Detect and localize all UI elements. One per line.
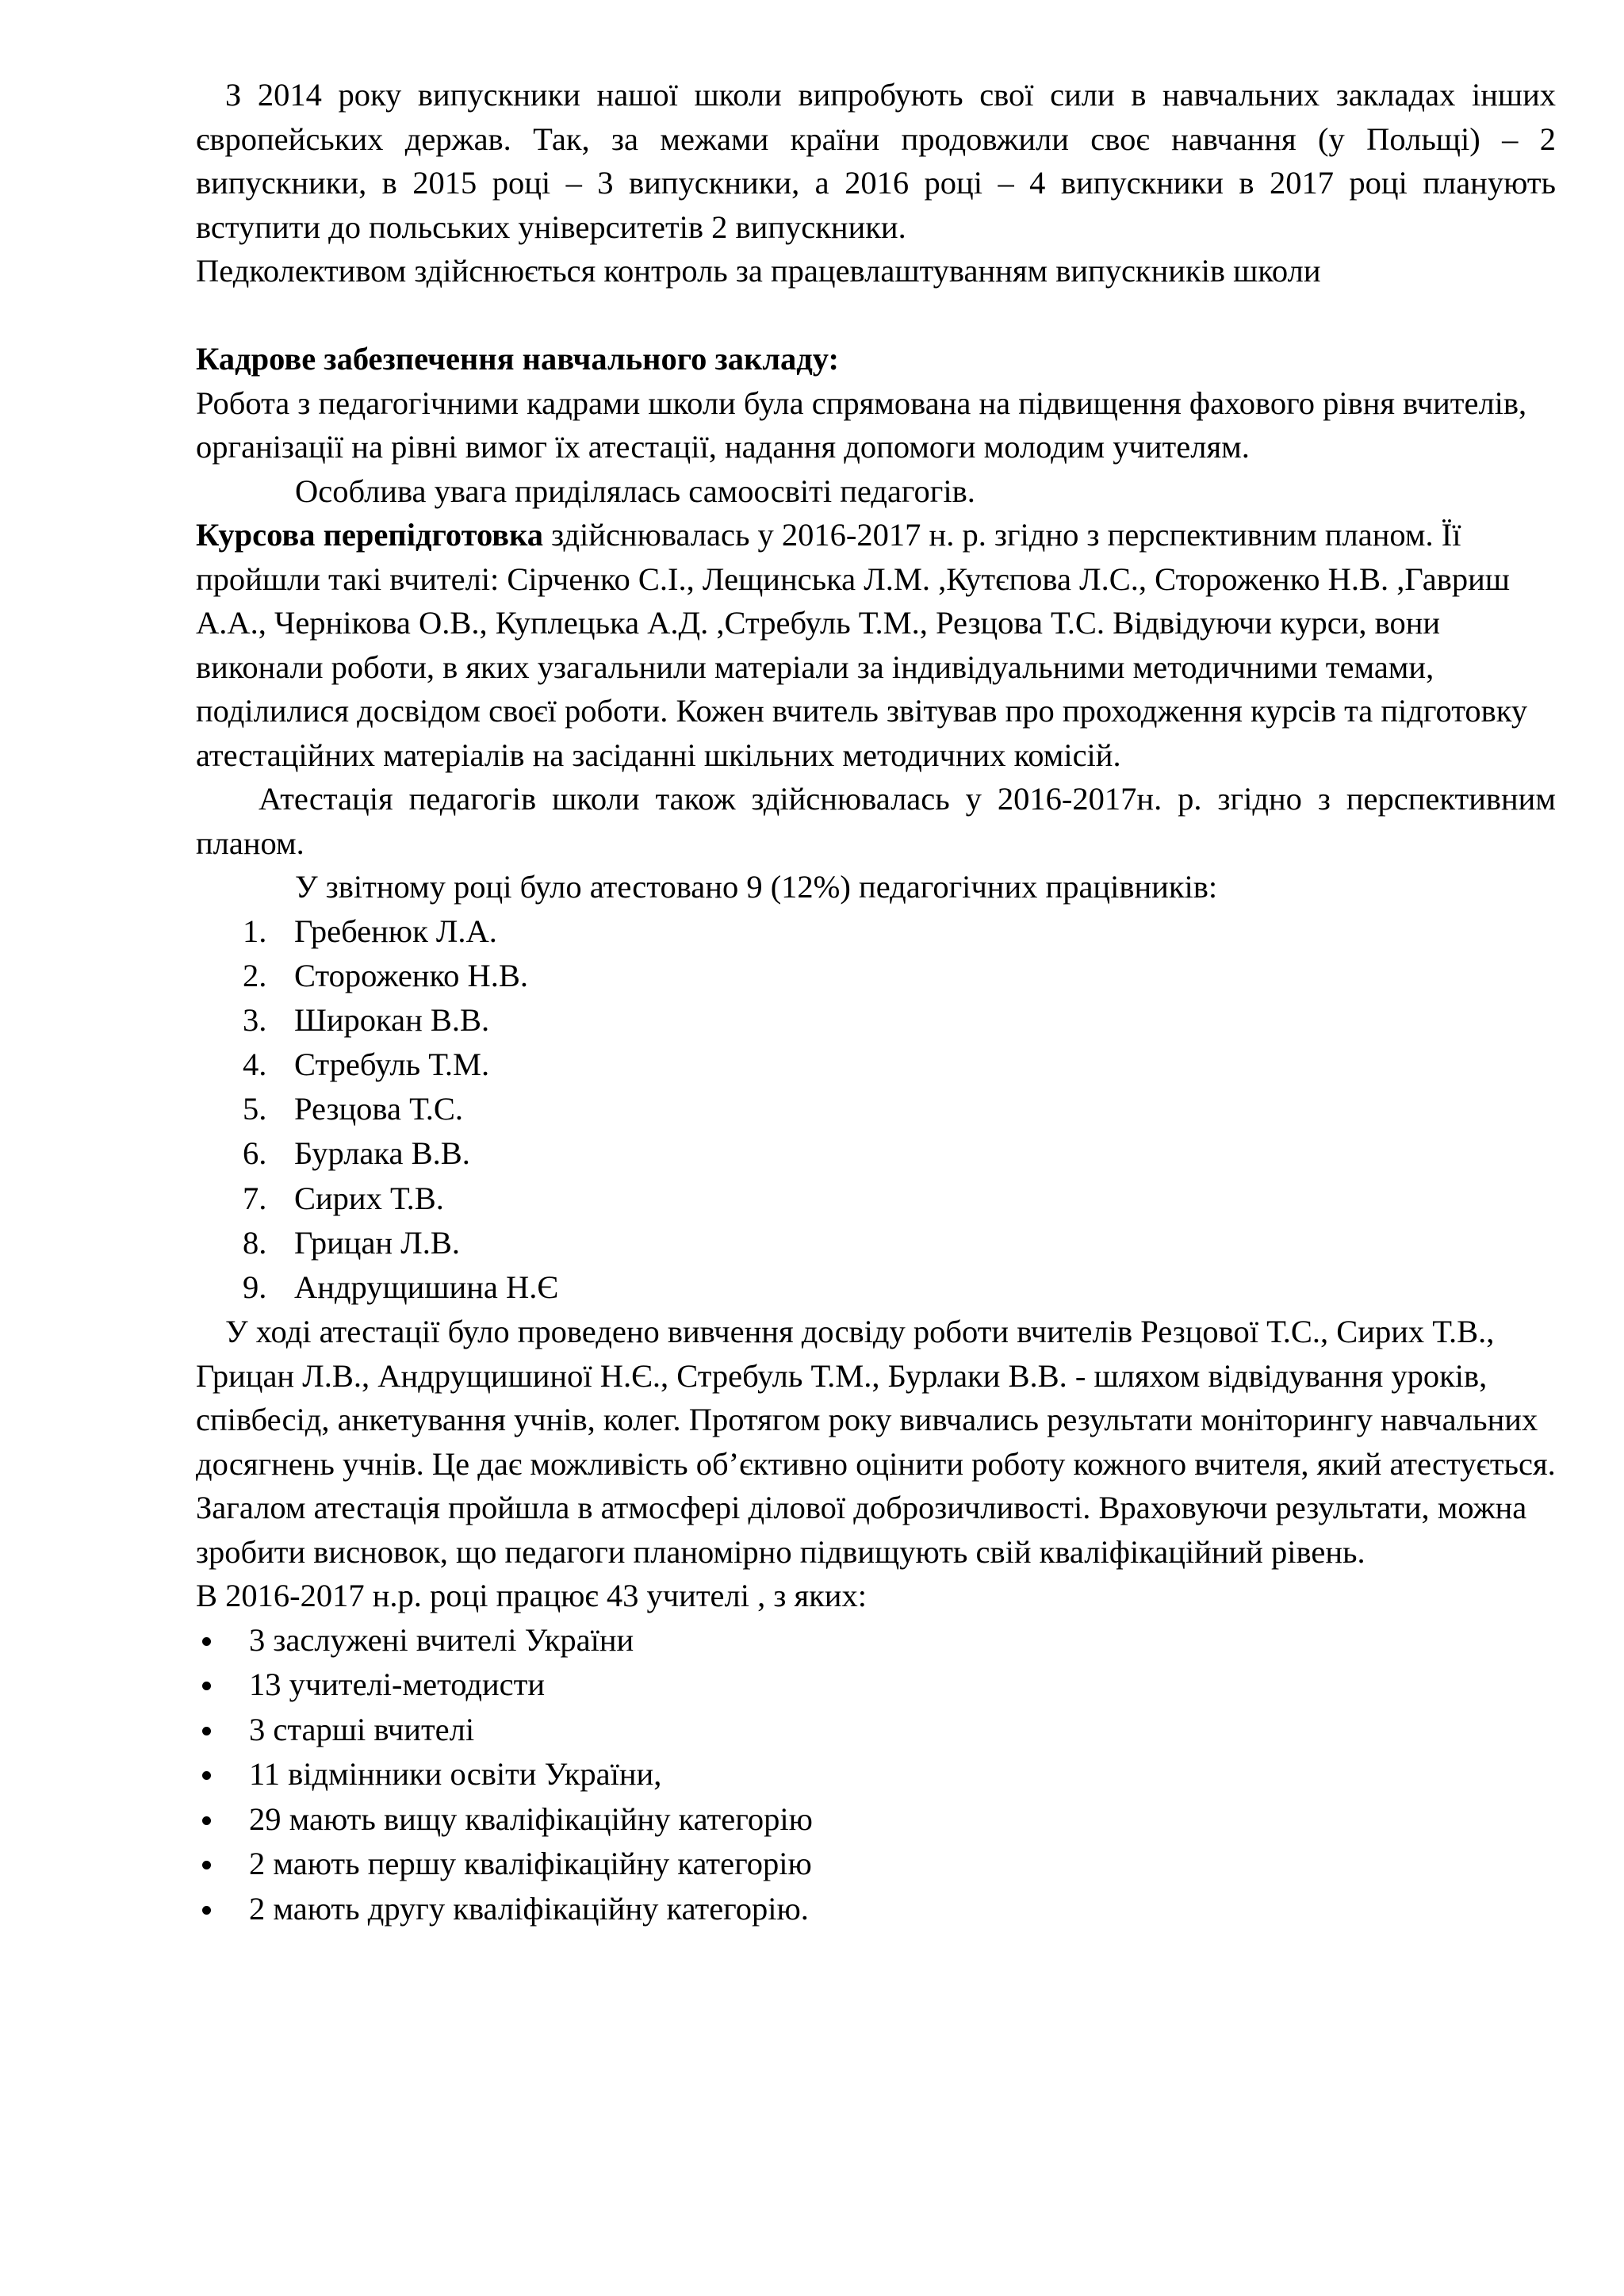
bullet-icon — [202, 1771, 211, 1780]
paragraph-employment-control: Педколективом здійснюється контроль за працевлаштуванням випускників школи — [196, 253, 1321, 289]
list-item — [196, 1221, 1556, 1265]
list-item-text: 3 старші вчителі — [249, 1711, 475, 1747]
list-number: 9. — [243, 1269, 267, 1305]
list-item-text: 3 заслужені вчителі України — [249, 1621, 634, 1658]
bullet-icon — [202, 1861, 211, 1869]
document-page — [196, 73, 1556, 1931]
paragraph-attestation-results: У ході атестації було проведено вивчення досвіду роботи вчителів Резцової Т.С., Сирих Т.В., Грицан Л.В., Андрущишиної Н.Є., Стребуль Т.М., Бурлаки В.В. - шляхом відвідування уроків, співбесід, анкетування учнів, колег. Протягом року вивчались результати моніторингу навчальних досягнень учнів. Це дає можливість об’єктивно оцінити роботу кожного вчителя, який атестується. Загалом атестація пройшла в атмосфері ділової доброзичливості. Враховуючи результати, можна зробити висновок, що педагоги планомірно підвищують свій кваліфікаційний рівень. — [196, 1314, 1556, 1570]
paragraph-courses — [196, 513, 1556, 777]
list-item — [196, 1887, 1556, 1932]
list-item — [196, 1131, 1556, 1176]
paragraph-staff-work: Робота з педагогічними кадрами школи була спрямована на підвищення фахового рівня вчителів, організації на рівні вимог їх атестації, надання допомоги молодим учителям. — [196, 385, 1527, 465]
list-number: 3. — [243, 1001, 267, 1038]
list-number: 7. — [243, 1180, 267, 1216]
list-item — [196, 954, 1556, 998]
list-number: 1. — [243, 913, 267, 949]
teacher-name: Бурлака В.В. — [294, 1135, 470, 1172]
bullet-icon — [202, 1727, 211, 1735]
bullet-icon — [202, 1637, 211, 1646]
courses-text: здійснювалась у 2016-2017 н. р. згідно з перспективним планом. Її пройшли такі вчителі: Сірченко С.І., Лещинська Л.М. ,Кутєпова Л.С., Стороженко Н.В. ,Гавриш А.А., Чернікова О.В., Куплецька А.Д. ,Стребуль Т.М., Резцова Т.С. Відвідуючи курси, вони виконали роботи, в яких узагальнили матеріали за індивідуальними методичними темами, поділилися досвідом своєї роботи. Кожен вчитель звітував про проходження курсів та підготовку атестаційних матеріалів на засіданні шкільних методичних комісій. — [196, 517, 1528, 773]
teacher-name: Стороженко Н.В. — [294, 957, 528, 993]
list-number: 5. — [243, 1091, 267, 1127]
paragraph-attested-count: У звітному році було атестовано 9 (12%) педагогічних працівників: — [295, 869, 1218, 905]
list-item — [196, 1797, 1556, 1843]
bullet-icon — [202, 1816, 211, 1825]
paragraph-graduates-abroad: З 2014 року випускники нашої школи випробують свої сили в навчальних закладах інших європейських держав. Так, за межами країни продовжили своє навчання (у Польщі) – 2 випускники, в 2015 році – 3 випускники, а 2016 році – 4 випускники в 2017 році планують вступити до польських університетів 2 випускники. — [196, 77, 1556, 245]
list-item — [196, 1087, 1556, 1131]
list-item — [196, 1043, 1556, 1087]
heading-staffing — [196, 337, 1556, 381]
list-item — [196, 998, 1556, 1043]
blank-line — [196, 293, 1556, 338]
list-item-text: 29 мають вищу кваліфікаційну категорію — [249, 1800, 813, 1837]
list-number: 6. — [243, 1135, 267, 1172]
courses-heading: Курсова перепідготовка — [196, 517, 544, 553]
teacher-name: Андрущишина Н.Є — [294, 1269, 559, 1305]
heading-staffing-text: Кадрове забезпечення навчального закладу: — [196, 341, 839, 377]
list-item — [196, 1663, 1556, 1708]
list-item — [196, 1752, 1556, 1797]
teacher-name: Гребенюк Л.А. — [294, 913, 497, 949]
list-item — [196, 1618, 1556, 1663]
list-item — [196, 1842, 1556, 1887]
list-number: 8. — [243, 1224, 267, 1261]
attested-teachers-list — [196, 909, 1556, 1311]
list-number: 2. — [243, 957, 267, 993]
list-item-text: 11 відмінники освіти України, — [249, 1756, 662, 1793]
bullet-icon — [202, 1682, 211, 1690]
list-number: 4. — [243, 1047, 267, 1083]
list-item — [196, 909, 1556, 954]
list-item-text: 13 учителі-методисти — [249, 1667, 546, 1703]
paragraph-attestation: Атестація педагогів школи також здійснювалась у 2016-2017н. р. згідно з перспективним планом. — [196, 781, 1556, 861]
teacher-name: Стребуль Т.М. — [294, 1047, 490, 1083]
list-item-text: 2 мають першу кваліфікаційну категорію — [249, 1846, 812, 1882]
staff-categories-list — [196, 1618, 1556, 1932]
list-item — [196, 1708, 1556, 1753]
teacher-name: Широкан В.В. — [294, 1001, 490, 1038]
teacher-name: Грицан Л.В. — [294, 1224, 460, 1261]
list-item-text: 2 мають другу кваліфікаційну категорію. — [249, 1890, 809, 1927]
teacher-name: Резцова Т.С. — [294, 1091, 464, 1127]
list-item — [196, 1177, 1556, 1221]
teacher-name: Сирих Т.В. — [294, 1180, 444, 1216]
list-item — [196, 1265, 1556, 1310]
paragraph-self-education: Особлива увага приділялась самоосвіті педагогів. — [295, 473, 975, 509]
paragraph-teacher-count: В 2016-2017 н.р. році працює 43 учителі , з яких: — [196, 1578, 867, 1614]
bullet-icon — [202, 1906, 211, 1915]
